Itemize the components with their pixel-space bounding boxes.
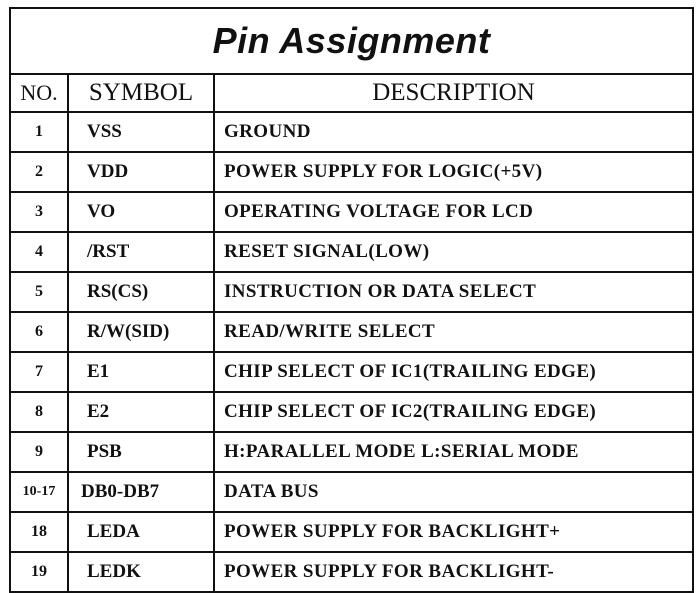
pin-number: 1 bbox=[10, 112, 68, 152]
pin-description: GROUND bbox=[214, 112, 693, 152]
pin-number: 9 bbox=[10, 432, 68, 472]
table-row bbox=[10, 472, 693, 512]
pin-symbol: VO bbox=[68, 192, 214, 232]
pin-number: 18 bbox=[10, 512, 68, 552]
pin-symbol: /RST bbox=[68, 232, 214, 272]
pin-description: POWER SUPPLY FOR BACKLIGHT+ bbox=[214, 512, 693, 552]
header-no: NO. bbox=[10, 74, 68, 112]
table-row bbox=[10, 272, 693, 312]
pin-symbol: VDD bbox=[68, 152, 214, 192]
pin-number: 4 bbox=[10, 232, 68, 272]
table-row bbox=[10, 112, 693, 152]
pin-symbol: LEDK bbox=[68, 552, 214, 592]
table-title: Pin Assignment bbox=[10, 8, 693, 74]
pin-symbol: RS(CS) bbox=[68, 272, 214, 312]
header-description: DESCRIPTION bbox=[214, 74, 693, 112]
table-row bbox=[10, 152, 693, 192]
pin-assignment-table bbox=[9, 7, 694, 593]
table-row bbox=[10, 312, 693, 352]
pin-description: POWER SUPPLY FOR LOGIC(+5V) bbox=[214, 152, 693, 192]
pin-symbol: PSB bbox=[68, 432, 214, 472]
pin-description: RESET SIGNAL(LOW) bbox=[214, 232, 693, 272]
table-row bbox=[10, 192, 693, 232]
pin-description: CHIP SELECT OF IC2(TRAILING EDGE) bbox=[214, 392, 693, 432]
pin-symbol: LEDA bbox=[68, 512, 214, 552]
pin-description: INSTRUCTION OR DATA SELECT bbox=[214, 272, 693, 312]
pin-description: POWER SUPPLY FOR BACKLIGHT- bbox=[214, 552, 693, 592]
pin-symbol: DB0-DB7 bbox=[68, 472, 214, 512]
pin-description: CHIP SELECT OF IC1(TRAILING EDGE) bbox=[214, 352, 693, 392]
pin-description: READ/WRITE SELECT bbox=[214, 312, 693, 352]
pin-number: 3 bbox=[10, 192, 68, 232]
header-symbol: SYMBOL bbox=[68, 74, 214, 112]
pin-number: 5 bbox=[10, 272, 68, 312]
table-row bbox=[10, 512, 693, 552]
pin-number: 2 bbox=[10, 152, 68, 192]
title-row bbox=[10, 8, 693, 74]
pin-number: 6 bbox=[10, 312, 68, 352]
table-row bbox=[10, 232, 693, 272]
pin-number: 19 bbox=[10, 552, 68, 592]
table-row bbox=[10, 392, 693, 432]
pin-description: H:PARALLEL MODE L:SERIAL MODE bbox=[214, 432, 693, 472]
pin-number: 10-17 bbox=[10, 472, 68, 512]
header-row bbox=[10, 74, 693, 112]
pin-symbol: E2 bbox=[68, 392, 214, 432]
pin-number: 7 bbox=[10, 352, 68, 392]
pin-number: 8 bbox=[10, 392, 68, 432]
pin-symbol: E1 bbox=[68, 352, 214, 392]
table-row bbox=[10, 552, 693, 592]
pin-description: OPERATING VOLTAGE FOR LCD bbox=[214, 192, 693, 232]
pin-symbol: VSS bbox=[68, 112, 214, 152]
pin-description: DATA BUS bbox=[214, 472, 693, 512]
table-row bbox=[10, 432, 693, 472]
pin-symbol: R/W(SID) bbox=[68, 312, 214, 352]
table-row bbox=[10, 352, 693, 392]
